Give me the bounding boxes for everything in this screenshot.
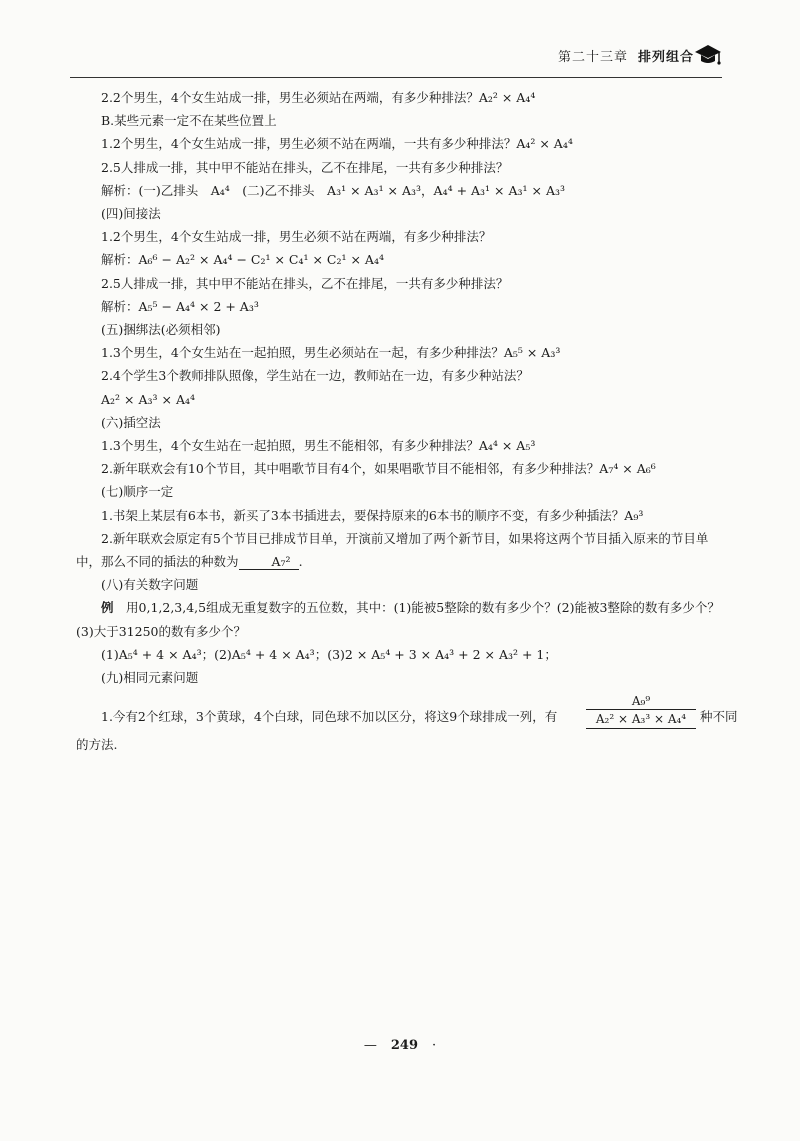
problem-text: 2.新年联欢会原定有5个节目已排成节目单，开演前又增加了两个新节目，如果将这两个节目插入原来的节目单中，那么不同的插法的种数为	[76, 530, 709, 570]
text-line: B.某些元素一定不在某些位置上	[101, 113, 277, 129]
fraction-numerator: A₉⁹	[631, 694, 651, 709]
fraction-problem	[76, 693, 738, 737]
text-line: 2.2个男生，4个女生站成一排，男生必须站在两端，有多少种排法？A₂² × A₄⁴	[101, 90, 536, 105]
header-title-block	[558, 46, 694, 65]
text-line: 解析：(一)乙排头 A₄⁴ (二)乙不排头 A₃¹ × A₃¹ × A₃³，A₄⁴ + A₃¹ × A₃¹ × A₃³	[101, 182, 566, 198]
answer-blank: A₇²	[239, 555, 299, 570]
section-heading: (四)间接法	[101, 206, 161, 222]
example-text: 用0,1,2,3,4,5组成无重复数字的五位数，其中：(1)能被5整除的数有多少个？(2)能被3整除的数有多少个？(3)大于31250的数有多少个？	[76, 600, 720, 639]
chapter-label: 第二十三章	[557, 50, 628, 65]
page-header	[70, 34, 722, 78]
page-number: 249	[390, 1038, 418, 1053]
fraction-problem-text: 1.今有2个红球，3个黄球，4个白球，同色球不加以区分，将这9个球排成一列，有	[101, 709, 558, 725]
section-heading: (七)顺序一定	[101, 484, 174, 500]
text-line: 2.4个学生3个教师排队照像，学生站在一边，教师站在一边，有多少种站法？	[101, 368, 529, 384]
page-footer: — 249 ·	[363, 1038, 437, 1053]
section-heading: (八)有关数字问题	[101, 577, 199, 593]
text-line: 1.3个男生，4个女生站在一起拍照，男生必须站在一起，有多少种排法？A₅⁵ × A₃³	[101, 345, 561, 361]
text-line: 1.书架上某层有6本书，新买了3本书插进去，要保持原来的6本书的顺序不变，有多少种插法？A₉³	[101, 507, 644, 523]
text-line: 1.3个男生，4个女生站在一起拍照，男生不能相邻，有多少种排法？A₄⁴ × A₅³	[101, 438, 536, 454]
example-label: 例	[101, 600, 114, 616]
text-line: 1.2个男生，4个女生站成一排，男生必须不站在两端，有多少种排法？	[101, 229, 492, 245]
chapter-title: 排列组合	[637, 50, 694, 65]
section-heading: (九)相同元素问题	[101, 670, 199, 686]
section-heading: (五)捆绑法(必须相邻)	[101, 322, 221, 338]
answer-fraction	[586, 693, 696, 729]
header-rule	[70, 77, 722, 78]
page-content	[76, 86, 738, 756]
problem-end: .	[298, 554, 303, 570]
text-line: 解析：A₅⁵ − A₄⁴ × 2 + A₃³	[101, 298, 259, 314]
text-line: A₂² × A₃³ × A₄⁴	[101, 391, 195, 407]
example-line	[76, 596, 726, 642]
fraction-problem-tail: 种不同	[700, 709, 738, 725]
fraction-denominator: A₂² × A₃³ × A₄⁴	[586, 709, 696, 729]
text-line: 2.5人排成一排，其中甲不能站在排头，乙不在排尾，一共有多少种排法？	[101, 159, 509, 175]
section-heading: (六)插空法	[101, 414, 161, 430]
text-line: 的方法.	[76, 737, 118, 753]
text-line: 解析：A₆⁶ − A₂² × A₄⁴ − C₂¹ × C₄¹ × C₂¹ × A₄⁴	[101, 252, 384, 268]
text-line: 1.2个男生，4个女生站成一排，男生必须不站在两端，一共有多少种排法？A₄² × A₄⁴	[101, 136, 573, 152]
text-line: (1)A₅⁴ + 4 × A₄³；(2)A₅⁴ + 4 × A₄³；(3)2 × A₅⁴ + 3 × A₄³ + 2 × A₃² + 1；	[101, 646, 557, 662]
graduation-cap-icon	[694, 42, 722, 66]
text-line: 2.5人排成一排，其中甲不能站在排头，乙不在排尾，一共有多少种排法？	[101, 275, 509, 291]
text-line: 2.新年联欢会有10个节目，其中唱歌节目有4个，如果唱歌节目不能相邻，有多少种排法？A₇⁴ × A₆⁶	[101, 461, 656, 477]
text-line	[76, 527, 726, 573]
